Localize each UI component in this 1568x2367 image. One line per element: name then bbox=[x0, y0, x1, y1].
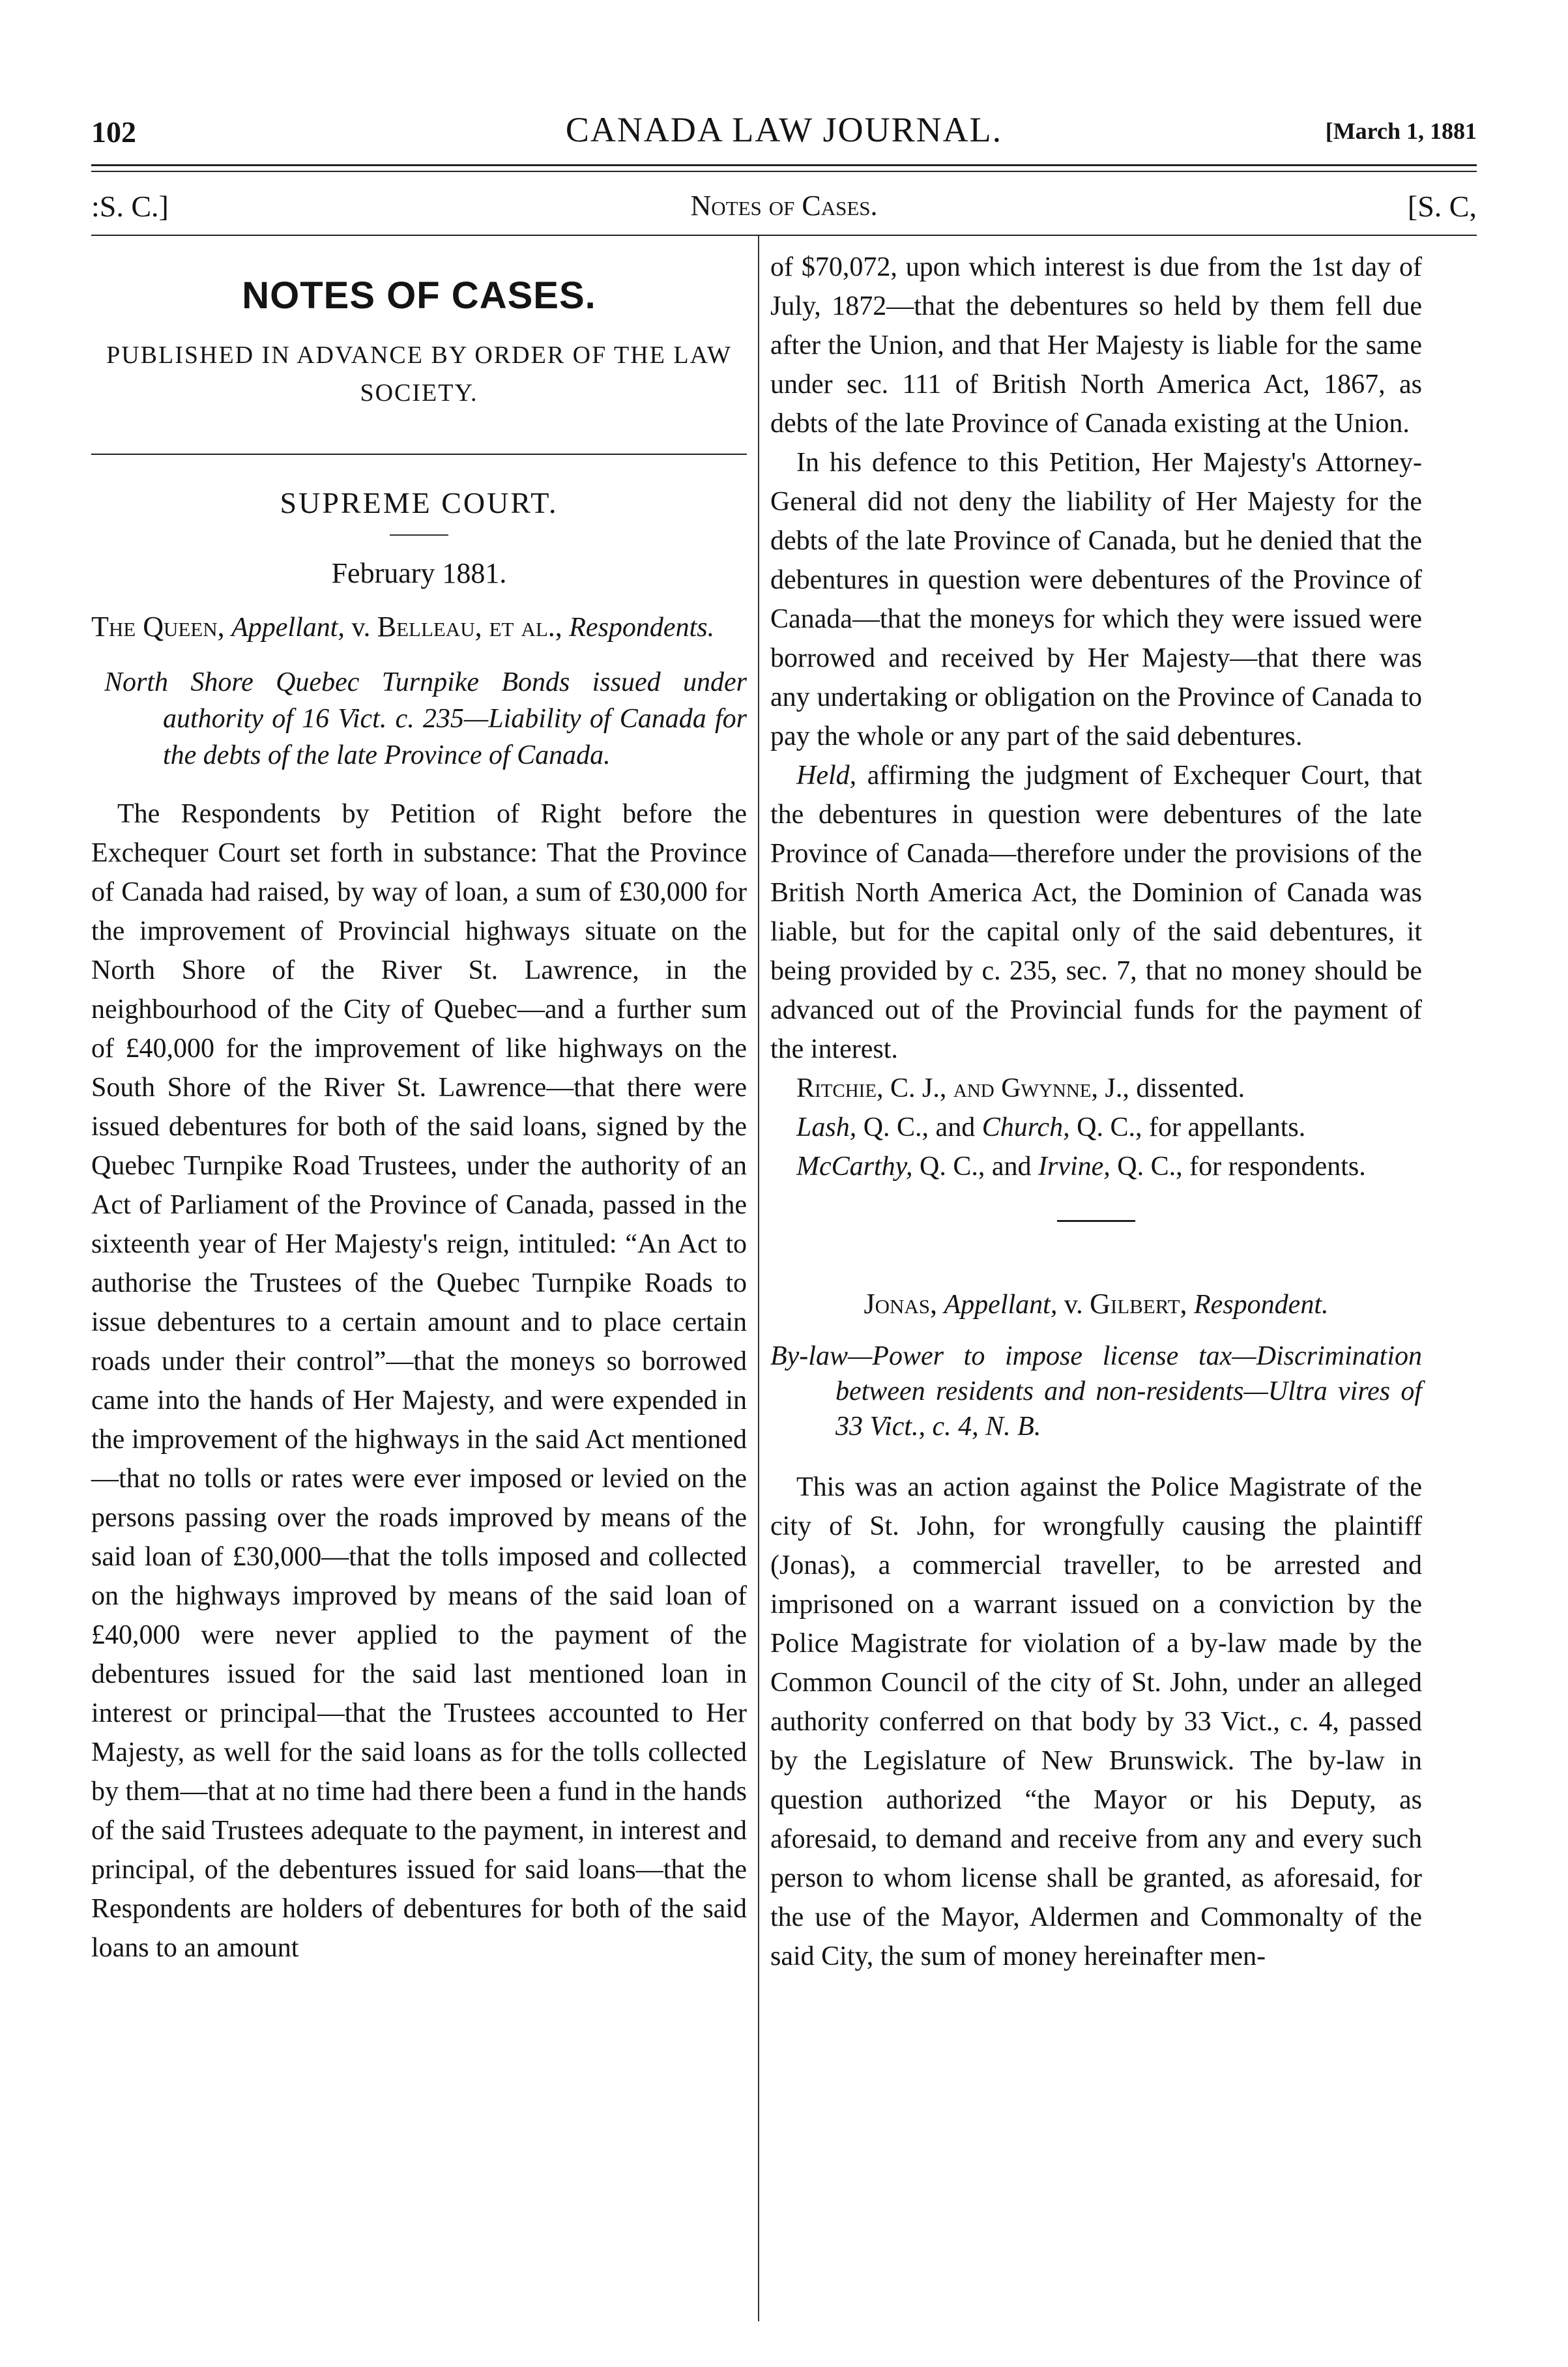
case-body: The Respondents by Petition of Right before the Exchequer Court set forth in substance: That the Province of Canada had raised, by way of loan, a sum of £30,000 for the improvement of Provincial highways situate on the North Shore of the River St. Lawrence, in the neighbourhood of the City of Quebec—and a further sum of £40,000 for the improvement of like highways on the South Shore of the River St. Lawrence—that there were issued debentures for both of the said loans, signed by the Quebec Turnpike Road Trustees, under the authority of an Act of Parliament of the Province of Canada, passed in the sixteenth year of Her Majesty's reign, intituled: “An Act to authorise the Trustees of the Quebec Turnpike Roads to issue debentures to a certain amount and to place certain roads under their control”—that the moneys so borrowed came into the hands of Her Majesty, and were expended in the improvement of the highways in the said Act mentioned—that no tolls or rates were ever imposed or levied on the persons passing over the roads improved by means of the said loan of £30,000—that the tolls imposed and collected on the highways improved by means of the said loan of £40,000 were never applied to the payment of the debentures issued for the said last mentioned loan in interest or principal—that the Trustees accounted to Her Majesty, as well for the said loans as for the tolls collected by them—that at no time had there been a fund in the hands of the said Trustees adequate to the payment, in interest and principal, of the debentures issued for said loans—that the Respondents are holders of debentures for both of the said loans to an amount bbox=[91, 799, 747, 1963]
court-name: SUPREME COURT. bbox=[280, 486, 559, 519]
case-title bbox=[91, 607, 747, 647]
dissent-line bbox=[770, 1069, 1422, 1108]
section-subtitle: PUBLISHED IN ADVANCE BY ORDER OF THE LAW SOCIETY. bbox=[106, 341, 732, 407]
subhead-rule bbox=[91, 235, 1477, 236]
respondent-role: Respondent. bbox=[1194, 1290, 1329, 1320]
page-number: 102 bbox=[91, 115, 136, 149]
case-headnote: North Shore Quebec Turnpike Bonds issued under authority of 16 Vict. c. 235—Liability of Canada for the debts of the late Province of Canada. bbox=[104, 667, 747, 770]
counsel-text: Q. C., and bbox=[863, 1112, 976, 1142]
journal-title: CANADA LAW JOURNAL. bbox=[565, 110, 1003, 149]
respondent-name: Belleau, et al., bbox=[377, 611, 562, 643]
counsel-name: McCarthy, bbox=[796, 1152, 913, 1182]
case-separator-rule bbox=[1057, 1220, 1135, 1222]
running-head bbox=[91, 109, 1477, 162]
holding-paragraph bbox=[770, 756, 1422, 1069]
case-body: This was an action against the Police Magistrate of the city of St. John, for wrongfully causing the plaintiff (Jonas), a commercial traveller, to be arrested and imprisoned on a warrant issued on a conviction by the Police Magistrate for violation of a by-law made by the Common Council of the city of St. John, under an alleged authority conferred on that body by 33 Vict., c. 4, passed by the Legislature of New Brunswick. The by-law in question authorized “the Mayor or his Deputy, as aforesaid, to demand and receive from any and every such person to whom license shall be granted, as aforesaid, for the use of the Mayor, Aldermen and Commonalty of the said City, the sum of money hereinafter men- bbox=[770, 1472, 1422, 1971]
counsel-respondents bbox=[770, 1147, 1422, 1186]
issue-date: [March 1, 1881 bbox=[1325, 118, 1477, 144]
header-double-rule bbox=[91, 164, 1477, 172]
defence-paragraph: In his defence to this Petition, Her Majesty's Attorney-General did not deny the liability of Her Majesty for the debts of the late Province of Canada, but he denied that the debentures in question were debentures of the Province of Canada—that the moneys for which they were issued were borrowed and received by Her Majesty—that there was any undertaking or obligation on the Province of Canada to pay the whole or any part of the said debentures. bbox=[770, 448, 1422, 751]
section-rule bbox=[91, 454, 747, 455]
versus: v. bbox=[1064, 1290, 1083, 1320]
appellant-name: Jonas, bbox=[864, 1288, 938, 1320]
counsel-text: Q. C., for appellants. bbox=[1077, 1112, 1306, 1142]
respondent-name: Gilbert, bbox=[1090, 1288, 1187, 1320]
right-column bbox=[770, 248, 1422, 1976]
court-abbrev-left: :S. C.] bbox=[91, 190, 169, 223]
court-abbrev-right: [S. C, bbox=[1407, 190, 1477, 223]
case-body-continued: of $70,072, upon which interest is due from the 1st day of July, 1872—that the debentures so held by them fell due after the Union, and that Her Majesty is liable for the same under sec. 111 of British North America Act, 1867, as debts of the late Province of Canada existing at the Union. bbox=[770, 252, 1422, 439]
counsel-appellants bbox=[770, 1108, 1422, 1147]
section-subhead bbox=[91, 189, 1477, 228]
counsel-name: Lash, bbox=[796, 1112, 857, 1142]
appellant-role: Appellant, bbox=[231, 613, 345, 643]
versus: v. bbox=[351, 613, 371, 643]
dissenting-judges: Ritchie, C. J., and Gwynne, J., bbox=[796, 1073, 1129, 1103]
counsel-name: Church, bbox=[981, 1112, 1070, 1142]
counsel-name: Irvine, bbox=[1038, 1152, 1111, 1182]
case-title bbox=[770, 1285, 1422, 1324]
column-divider bbox=[758, 236, 759, 2321]
decision-date: February 1881. bbox=[331, 557, 507, 589]
short-rule bbox=[390, 534, 448, 536]
appellant-name: The Queen, bbox=[91, 611, 225, 643]
dissent-text: dissented. bbox=[1136, 1073, 1245, 1103]
appellant-role: Appellant, bbox=[944, 1290, 1058, 1320]
section-name: Notes of Cases. bbox=[690, 190, 878, 222]
section-title: NOTES OF CASES. bbox=[242, 274, 596, 317]
counsel-text: Q. C., and bbox=[919, 1152, 1032, 1182]
respondent-role: Respondents. bbox=[569, 613, 715, 643]
held-label: Held, bbox=[796, 761, 857, 791]
held-text: affirming the judgment of Exchequer Court, that the debentures in question were debentures of the late Province of Canada—therefore under the provisions of the British North America Act, the Dominion of Canada was liable, but for the capital only of the said debentures, it being provided by c. 235, sec. 7, that no money should be advanced out of the Provincial funds for the payment of the interest. bbox=[770, 761, 1422, 1064]
left-column bbox=[91, 248, 747, 1968]
case-headnote: By-law—Power to impose license tax—Discrimination between residents and non-residents—Ultra vires of 33 Vict., c. 4, N. B. bbox=[770, 1341, 1422, 1442]
counsel-text: Q. C., for respondents. bbox=[1117, 1152, 1366, 1182]
